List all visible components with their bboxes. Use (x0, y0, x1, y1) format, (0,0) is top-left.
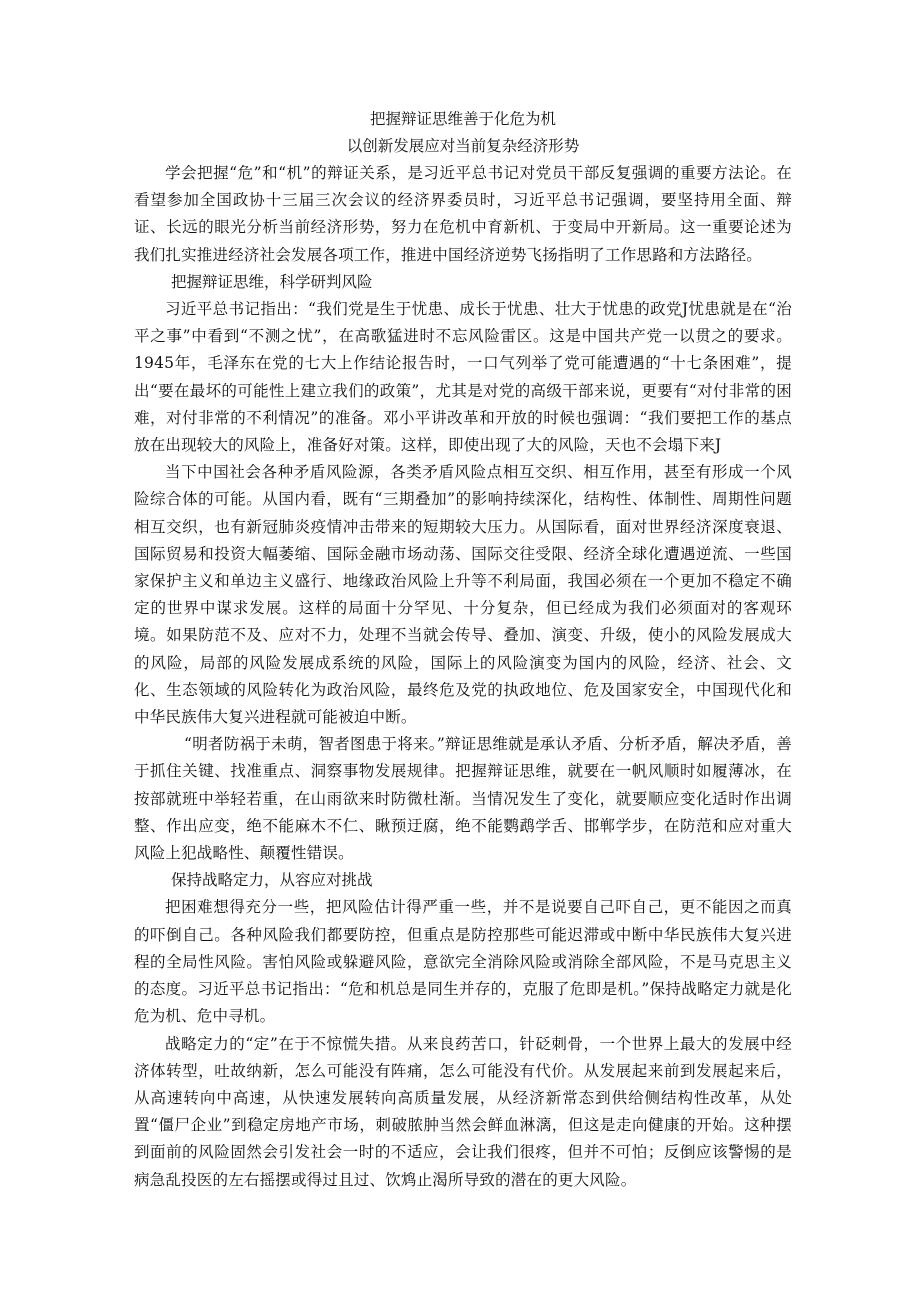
document-title: 把握辩证思维善于化危为机 (369, 110, 556, 128)
document-page (134, 106, 792, 1194)
paragraph-intro: 学会把握“危”和“机”的辩证关系，是习近平总书记对党员干部反复强调的重要方法论。在看望参加全国政协十三届三次会议的经济界委员时，习近平总书记强调，要坚持用全面、辩证、长远的眼光分析当前经济形势，努力在危机中育新机、于变局中开新局。这一重要论述为我们扎实推进经济社会发展各项工作，推进中国经济逆势飞扬指明了工作思路和方法路径。 (134, 164, 792, 264)
paragraph-1: 习近平总书记指出：“我们党是生于忧患、成长于忧患、壮大于忧患的政党J忧患就是在“治平之事”中看到“不测之忧”，在高歌猛进时不忘风险雷区。这是中国共产党一以贯之的要求。1945年，毛泽东在党的七大上作结论报告时，一口气列举了党可能遭遇的“十七条困难”，提出“要在最坏的可能性上建立我们的政策”，尤其是对党的高级干部来说，更要有“对付非常的困难，对付非常的不利情况”的准备。邓小平讲改革和开放的时候也强调：“我们要把工作的基点放在出现较大的风险上，准备好对策。这样，即使出现了大的风险，天也不会塌下来J (134, 300, 792, 455)
section-heading-2: 保持战略定力，从容应对挑战 (171, 871, 373, 890)
paragraph-5: 战略定力的“定”在于不惊慌失措。从来良药苦口，针砭刺骨，一个世界上最大的发展中经济体转型，吐故纳新，怎么可能没有阵痛，怎么可能没有代价。从发展起来前到发展起来后，从高速转向中高速，从快速发展转向高质量发展，从经济新常态到供给侧结构性改革，从处置“僵尸企业”到稳定房地产市场，刺破脓肿当然会鲜血淋漓，但这是走向健康的开始。这种摆到面前的风险固然会引发社会一时的不适应，会让我们很疼，但并不可怕；反倒应该警惕的是病急乱投医的左右摇摆或得过且过、饮鸩止渴所导致的潜在的更大风险。 (134, 1034, 792, 1189)
paragraph-3: “明者防祸于未萌，智者图患于将来。”辩证思维就是承认矛盾、分析矛盾，解决矛盾，善于抓住关键、找准重点、洞察事物发展规律。把握辩证思维，就要在一帆风顺时如履薄冰，在按部就班中举轻若重，在山雨欲来时防微杜渐。当情况发生了变化，就要顺应变化适时作出调整、作出应变，绝不能麻木不仁、瞅预迂腐，绝不能鹦鹉学舌、邯郸学步，在防范和应对重大风险上犯战略性、颠覆性错误。 (134, 735, 792, 863)
document-subtitle: 以创新发展应对当前复杂经济形势 (346, 137, 580, 155)
paragraph-4: 把困难想得充分一些，把风险估计得严重一些，并不是说要自己吓自己，更不能因之而真的吓倒自己。各种风险我们都要防控，但重点是防控那些可能迟滞或中断中华民族伟大复兴进程的全局性风险。害怕风险或躲避风险，意欲完全消除风险或消除全部风险，不是马克思主义的态度。习近平总书记指出：“危和机总是同生并存的，克服了危即是机。”保持战略定力就是化危为机、危中寻机。 (134, 898, 792, 1026)
paragraph-2: 当下中国社会各种矛盾风险源，各类矛盾风险点相互交织、相互作用，甚至有形成一个风险综合体的可能。从国内看，既有“三期叠加”的影响持续深化，结构性、体制性、周期性问题相互交织，也有新冠肺炎疫情冲击带来的短期较大压力。从国际看，面对世界经济深度衰退、国际贸易和投资大幅萎缩、国际金融市场动荡、国际交往受限、经济全球化遭遇逆流、一些国家保护主义和单边主义盛行、地缘政治风险上升等不利局面，我国必须在一个更加不稳定不确定的世界中谋求发展。这样的局面十分罕见、十分复杂，但已经成为我们必须面对的客观环境。如果防范不及、应对不力，处理不当就会传导、叠加、演变、升级，使小的风险发展成大的风险，局部的风险发展成系统的风险，国际上的风险演变为国内的风险，经济、社会、文化、生态领域的风险转化为政治风险，最终危及党的执政地位、危及国家安全，中国现代化和中华民族伟大复兴进程就可能被迫中断。 (134, 463, 792, 727)
section-heading-1: 把握辩证思维，科学研判风险 (171, 272, 373, 291)
